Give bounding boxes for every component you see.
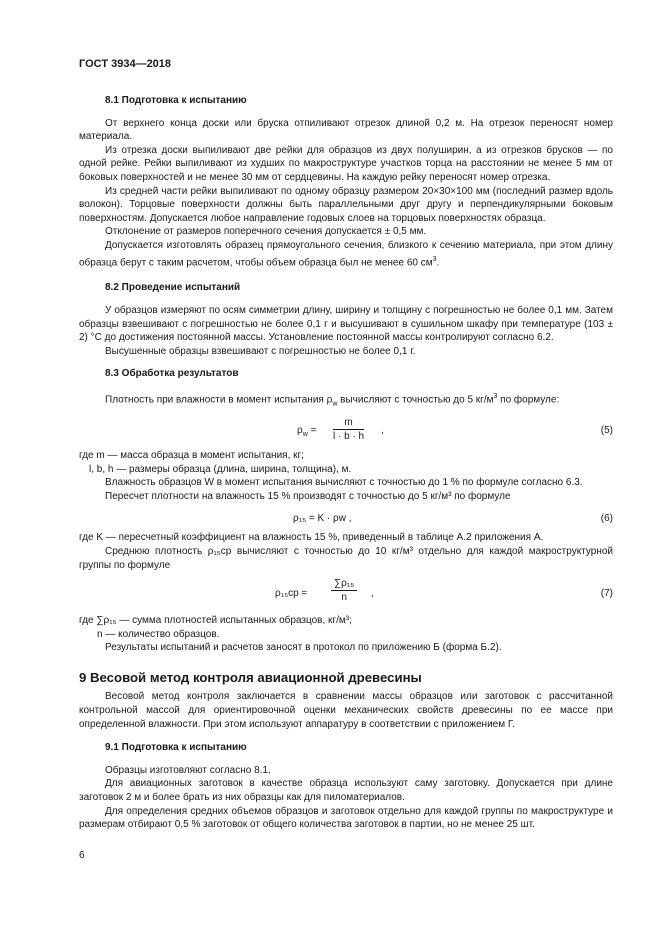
paragraph: Высушенные образцы взвешивают с погрешностью не более 0,1 г. — [105, 345, 416, 357]
paragraph-text: по формуле: — [497, 394, 560, 406]
paragraph-text: Допускается изготовлять образец прямоугольного сечения, близкого к сечению материала, при этом длину образца берут с таким расчетом, чтобы объем образца был не менее 60 см — [79, 239, 613, 268]
formula-fraction — [331, 577, 357, 604]
section-heading-8-2: 8.2 Проведение испытаний — [105, 282, 241, 294]
paragraph-end: . — [436, 256, 440, 268]
paragraph — [79, 239, 613, 270]
document-body — [79, 94, 613, 832]
fraction-denominator: l · b · h — [333, 430, 365, 442]
where-line: где ∑ρ₁₅ — сумма плотностей испытанных образцов, кг/м³; — [79, 615, 352, 627]
paragraph: Образцы изготовляют согласно 8.1. — [105, 764, 271, 776]
formula-tail: , — [371, 588, 374, 600]
paragraph: Для авиационных заготовок в качестве образца используют саму заготовку. Допускается при длине заготовок 2 м и более брать из них образцы как для пиломатериалов. — [79, 778, 613, 804]
paragraph: Результаты испытаний и расчетов заносят в протокол по приложению Б (форма Б.2). — [105, 642, 502, 654]
paragraph: Влажность образцов W в момент испытания вычисляют с точностью до 1 % по формуле согласно 6.3. — [105, 477, 583, 489]
document-header: ГОСТ 3934—2018 — [79, 58, 172, 70]
formula-number: (7) — [600, 588, 613, 600]
superscript: 3 — [493, 393, 498, 401]
page-number: 6 — [79, 850, 85, 861]
section-heading-9-1: 9.1 Подготовка к испытанию — [105, 742, 247, 754]
formula-tail: , — [381, 424, 384, 436]
paragraph: Для определения средних объемов образцов и заготовок отдельно для каждой группы по макроструктуре и размерам отбирают 0,5 % заготовок от общего количества заготовок в партии, но не менее 25 шт. — [79, 805, 613, 831]
paragraph — [79, 390, 613, 411]
formula-number: (6) — [600, 513, 613, 525]
formula-expression: ρ₁₅ = K · ρw , — [293, 513, 352, 525]
where-line: где K — пересчетный коэффициент на влажность 15 %, приведенный в таблице А.2 приложения А. — [79, 532, 544, 544]
paragraph: Весовой метод контроля заключается в сравнении массы образцов или заготовок с рассчитанной контрольной массой для ориентировочной оценки механических свойств древесины по ее массе при определенной влажности. При этом используют аппаратуру в соответствии с приложением Г. — [79, 691, 613, 730]
subscript: w — [332, 400, 338, 408]
paragraph-text: вычисляют с точностью до 5 кг/м — [337, 394, 494, 406]
fraction-numerator: ∑ρ₁₅ — [331, 577, 357, 591]
paragraph: Из средней части рейки выпиливают по одному образцу размером 20×30×100 мм (последний размер вдоль волокон). Торцовые поверхности должны быть параллельными друг другу и перпендикулярными боковым поверхностям. Допускается любое направление годовых слоев на торцовых поверхностях образца. — [79, 185, 613, 224]
formula-fraction — [333, 416, 364, 443]
paragraph: У образцов измеряют по осям симметрии длину, ширину и толщину с погрешностью не более 0,1 мм. Затем образцы взвешивают с погрешностью не более 0,1 г и высушивают в сушильном шкафу при температуре (103 ± 2) °С до достижения постоянной массы. Установление постоянной массы контролируют согласно 6.2. — [79, 305, 613, 344]
formula-number: (5) — [600, 424, 613, 436]
formula-lhs: $\rho_w$ = — [297, 424, 317, 438]
superscript: 3 — [432, 255, 437, 263]
where-line: n — количество образцов. — [97, 628, 220, 640]
fraction-denominator: n — [341, 592, 347, 604]
section-heading-9: 9 Весовой метод контроля авиационной древесины — [79, 669, 422, 685]
formula-5 — [79, 416, 613, 446]
paragraph-text: Плотность при влажности в момент испытания ρ — [105, 394, 333, 406]
where-line: l, b, h — размеры образца (длина, ширина, толщина), м. — [89, 463, 352, 475]
formula-lhs: ρ₁₅ср = — [275, 588, 308, 600]
section-heading-8-1: 8.1 Подготовка к испытанию — [105, 95, 247, 106]
formula-7 — [79, 577, 613, 611]
section-heading-8-3: 8.3 Обработка результатов — [105, 368, 239, 380]
paragraph: Пересчет плотности на влажность 15 % производят с точностью до 5 кг/м³ по формуле — [105, 490, 511, 502]
paragraph: Из отрезка доски выпиливают две рейки для образцов из двух полуширин, а из отрезков брусков — по одной рейке. Рейки выпиливают из худших по макроструктуре участков торца на расстоянии не менее 5 мм от боковых поверхностей и не менее 30 мм от сердцевины. На каждую рейку переносят номер отрезка. — [79, 144, 613, 183]
where-line: где m — масса образца в момент испытания, кг; — [79, 449, 304, 461]
paragraph: От верхнего конца доски или бруска отпиливают отрезок длиной 0,2 м. На отрезок переносят номер материала. — [79, 117, 613, 143]
fraction-numerator: m — [333, 416, 364, 430]
paragraph: Среднюю плотность ρ₁₅ср вычисляют с точностью до 10 кг/м³ отдельно для каждой макроструктурной группы по формуле — [79, 545, 613, 571]
paragraph: Отклонение от размеров поперечного сечения допускается ± 0,5 мм. — [105, 226, 427, 238]
formula-6 — [79, 508, 613, 528]
